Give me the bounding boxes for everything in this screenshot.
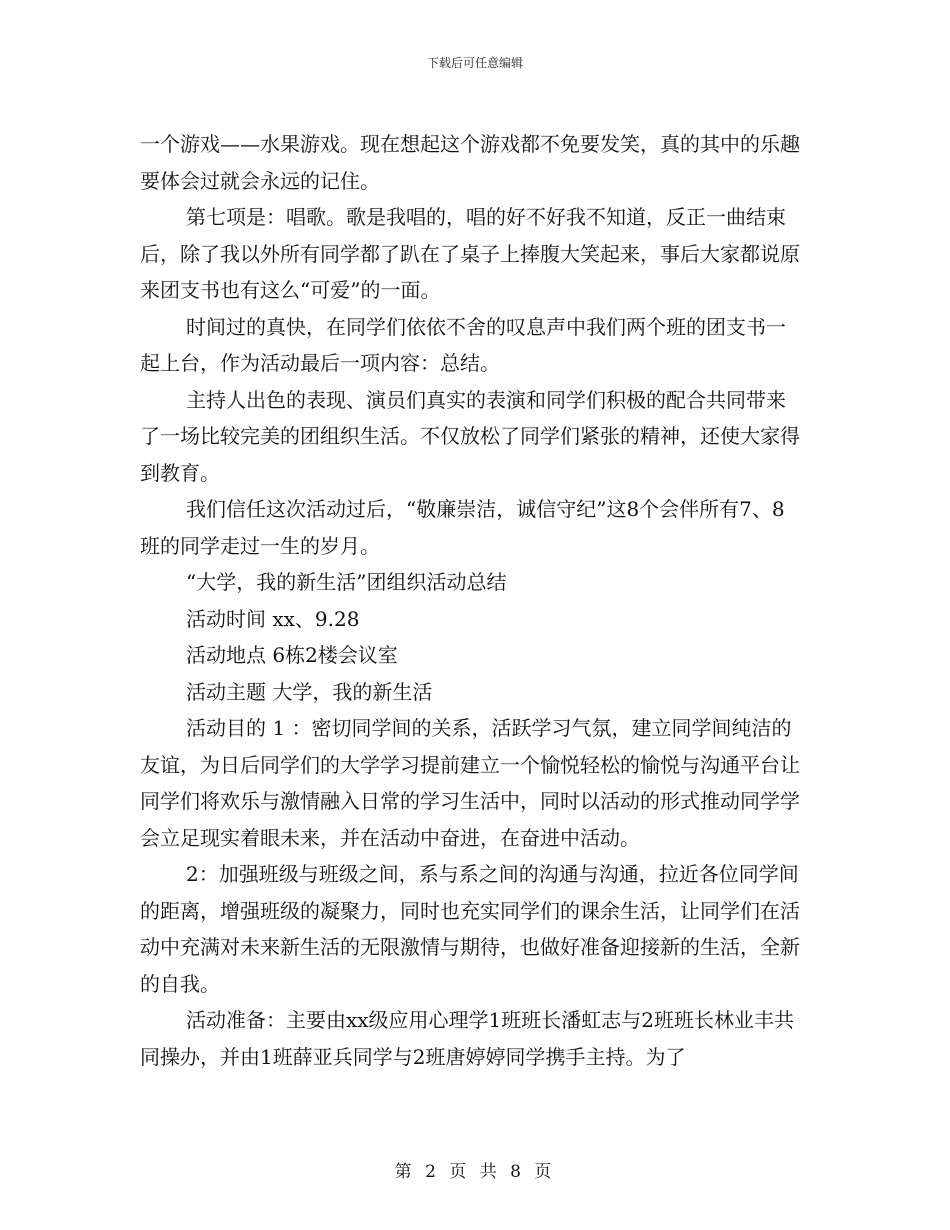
document-body xyxy=(140,126,804,1075)
paragraph-7: 活动时间 xx、9.28 xyxy=(186,606,360,631)
paragraph-6: “大学，我的新生活”团组织活动总结 xyxy=(186,570,507,594)
paragraph-2: 第七项是：唱歌。歌是我唱的，唱的好不好我不知道，反正一曲结束后，除了我以外所有同学都了趴在了桌子上捧腹大笑起来，事后大家都说原来团支书也有这么“可爱”的一面。 xyxy=(140,205,800,302)
paragraph-8: 活动地点 6栋2楼会议室 xyxy=(186,643,398,667)
paragraph-1: 一个游戏——水果游戏。现在想起这个游戏都不免要发笑，真的其中的乐趣要体会过就会永远的记住。 xyxy=(140,132,800,193)
paragraph-5: 我们信任这次活动过后，“敬廉崇洁，诚信守纪”这8个会伴所有7、8班的同学走过一生的岁月。 xyxy=(140,497,785,558)
page-number-footer: 第 2 页 共 8 页 xyxy=(394,1162,556,1182)
paragraph-12: 活动准备：主要由xx级应用心理学1班班长潘虹志与2班班长林业丰共同操办，并由1班薛亚兵同学与2班唐婷婷同学携手主持。为了 xyxy=(140,1008,795,1069)
paragraph-11: 2：加强班级与班级之间，系与系之间的沟通与沟通，拉近各位同学间的距离，增强班级的凝聚力，同时也充实同学们的课余生活，让同学们在活动中充满对未来新生活的无限激情与期待，也做好准备迎接新的生活，全新的自我。 xyxy=(140,862,800,996)
paragraph-4: 主持人出色的表现、演员们真实的表演和同学们积极的配合共同带来了一场比较完美的团组织生活。不仅放松了同学们紧张的精神，还使大家得到教育。 xyxy=(140,387,800,485)
paragraph-9: 活动主题 大学，我的新生活 xyxy=(186,679,433,704)
paragraph-3: 时间过的真快，在同学们依依不舍的叹息声中我们两个班的团支书一起上台，作为活动最后一项内容：总结。 xyxy=(140,314,786,375)
page-header-note: 下载后可任意编辑 xyxy=(426,56,523,70)
paragraph-10: 活动目的 1 ：密切同学间的关系，活跃学习气氛，建立同学间纯洁的友谊，为日后同学们的大学学习提前建立一个愉悦轻松的愉悦与沟通平台让同学们将欢乐与激情融入日常的学习生活中，同时以活动的形式推动同学学会立足现实着眼未来，并在活动中奋进，在奋进中活动。 xyxy=(140,716,800,850)
